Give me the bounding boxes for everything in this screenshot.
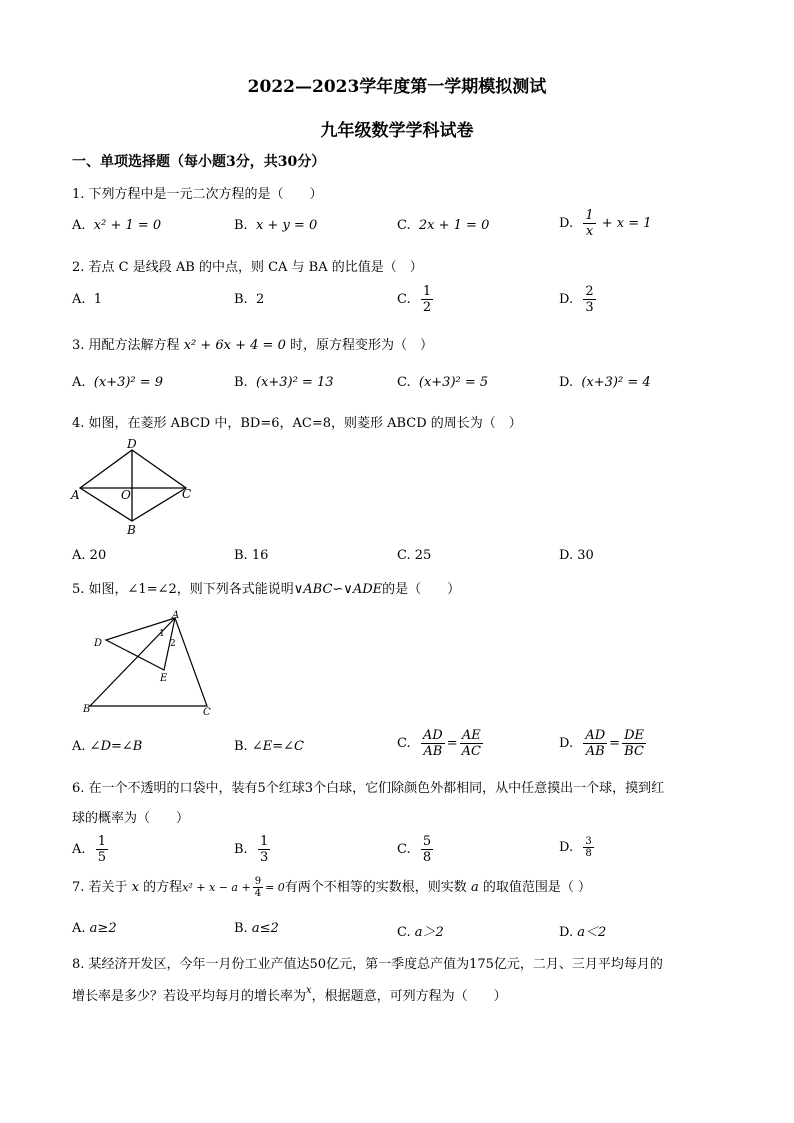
stem-text: 的方程 bbox=[143, 880, 183, 895]
option-expr: 2x + 1 = 0 bbox=[418, 218, 490, 233]
q4-option-d bbox=[559, 548, 594, 563]
option-label: C. bbox=[397, 218, 411, 233]
q1-option-a bbox=[72, 218, 161, 233]
label-b: B bbox=[83, 704, 91, 715]
fraction: $\frac{1}{2}$ bbox=[422, 284, 432, 315]
stem-equation: = 0 bbox=[265, 881, 285, 894]
option-label: A. bbox=[72, 739, 86, 754]
q7-option-a bbox=[72, 921, 117, 936]
fraction: $\frac{1}{3}$ bbox=[259, 834, 269, 865]
variable-x: x bbox=[131, 880, 140, 895]
label-a: A bbox=[71, 488, 80, 502]
option-expr: x² + 1 = 0 bbox=[93, 218, 162, 233]
option-label: B. bbox=[234, 739, 248, 754]
stem-text: 3. 用配方法解方程 bbox=[72, 338, 180, 353]
q4-option-b bbox=[234, 548, 268, 563]
option-expr: (x+3)² = 9 bbox=[93, 375, 164, 390]
option-label: A. bbox=[72, 218, 86, 233]
q7-option-c bbox=[397, 921, 444, 940]
stem-text: 时，原方程变形为（ ） bbox=[290, 338, 434, 353]
question-7-stem bbox=[72, 876, 591, 899]
q1-option-b bbox=[234, 218, 317, 233]
label-b: B bbox=[127, 523, 136, 537]
q7-option-d bbox=[559, 921, 606, 940]
option-label: C. bbox=[397, 375, 411, 390]
option-label: C. bbox=[397, 925, 411, 940]
angle-2-label: 2 bbox=[170, 639, 176, 649]
question-4-stem: 4. 如图，在菱形 ABCD 中，BD=6，AC=8，则菱形 ABCD 的周长为（ ） bbox=[72, 416, 522, 431]
variable-x: x bbox=[306, 985, 312, 996]
fraction: $\frac{2}{3}$ bbox=[585, 284, 594, 315]
question-1-stem: 1. 下列方程中是一元二次方程的是（ ） bbox=[72, 187, 323, 202]
option-label: B. bbox=[234, 842, 248, 857]
fraction: $\frac{1}{5}$ bbox=[97, 834, 107, 865]
q2-option-d bbox=[559, 284, 598, 315]
fraction: $\frac{AE}{AC}$ bbox=[461, 728, 481, 759]
label-c: C bbox=[182, 487, 192, 501]
q3-option-d bbox=[559, 375, 651, 390]
option-label: D. bbox=[559, 925, 574, 940]
triangle-ade bbox=[106, 618, 175, 670]
option-label: D. bbox=[559, 548, 574, 563]
fraction: $\frac{5}{8}$ bbox=[422, 834, 432, 865]
triangle-figure bbox=[80, 608, 220, 720]
q6-option-b bbox=[234, 834, 272, 865]
question-8-stem-line-2 bbox=[72, 985, 507, 1004]
section-heading: 一、单项选择题（每小题3分，共30分） bbox=[72, 154, 326, 170]
label-d: D bbox=[127, 437, 137, 451]
option-value: 20 bbox=[89, 548, 107, 563]
q5-option-b bbox=[234, 739, 304, 754]
question-5-stem bbox=[72, 578, 460, 597]
exam-subtitle: 九年级数学学科试卷 bbox=[320, 121, 474, 141]
option-label: B. bbox=[234, 292, 248, 307]
q6-option-d bbox=[559, 836, 596, 859]
option-label: C. bbox=[397, 842, 411, 857]
option-expr: x + y = 0 bbox=[255, 218, 318, 233]
option-label: D. bbox=[559, 292, 574, 307]
option-label: C. bbox=[397, 548, 411, 563]
option-expr: (x+3)² = 4 bbox=[581, 375, 651, 390]
stem-equation: x² + x − a + bbox=[182, 881, 251, 894]
label-d: D bbox=[94, 638, 103, 649]
stem-text: 5. 如图，∠1=∠2，则下列各式能说明 bbox=[72, 582, 294, 597]
stem-text: 的是（ ） bbox=[382, 582, 461, 597]
option-label: D. bbox=[559, 736, 574, 751]
option-value: 16 bbox=[251, 548, 269, 563]
option-label: C. bbox=[397, 736, 411, 751]
fraction: $\frac{AD}{AB}$ bbox=[422, 728, 443, 759]
fraction: $\frac{9}{4}$ bbox=[254, 876, 262, 899]
stem-text: 的取值范围是（ ） bbox=[482, 880, 591, 895]
q4-option-a bbox=[72, 548, 106, 563]
option-label: D. bbox=[559, 375, 574, 390]
q4-option-c bbox=[397, 548, 431, 563]
option-expr: + x = 1 bbox=[601, 216, 652, 231]
option-label: A. bbox=[72, 842, 86, 857]
question-6-stem-line-2: 球的概率为（ ） bbox=[72, 811, 190, 826]
stem-text: 7. 若关于 bbox=[72, 880, 128, 895]
q3-option-a bbox=[72, 375, 163, 390]
option-value: 25 bbox=[414, 548, 432, 563]
option-label: B. bbox=[234, 921, 248, 936]
q3-option-b bbox=[234, 375, 334, 390]
question-6-stem-line-1: 6. 在一个不透明的口袋中，装有5个红球3个白球，它们除颜色外都相同，从中任意摸出一个球，摸到红 bbox=[72, 781, 665, 796]
stem-text: 有两个不相等的实数根，则实数 bbox=[284, 880, 467, 895]
option-expr: a＞2 bbox=[414, 925, 444, 940]
variable-a: a bbox=[470, 880, 479, 895]
q3-option-c bbox=[397, 375, 488, 390]
option-label: D. bbox=[559, 840, 574, 855]
option-value: 2 bbox=[255, 292, 265, 307]
option-label: D. bbox=[559, 216, 574, 231]
option-expr: a≥2 bbox=[89, 921, 117, 936]
q5-option-d: D. $\frac{AD}{AB}$ = $\frac{DE}{BC}$ bbox=[559, 728, 644, 759]
q6-option-c bbox=[397, 834, 435, 865]
stem-similarity: ∨ABC∽∨ADE bbox=[293, 582, 383, 597]
option-expr: a≤2 bbox=[251, 921, 279, 936]
option-label: B. bbox=[234, 375, 248, 390]
stem-text: 增长率是多少？若设平均每月的增长率为 bbox=[72, 989, 307, 1004]
label-e: E bbox=[160, 673, 168, 684]
option-expr: ∠E=∠C bbox=[251, 739, 304, 754]
rhombus-outline bbox=[80, 450, 186, 521]
fraction: $\frac{3}{8}$ bbox=[585, 836, 592, 859]
q1-option-d bbox=[559, 208, 652, 239]
q5-option-c: C. $\frac{AD}{AB}$ = $\frac{AE}{AC}$ bbox=[397, 728, 481, 759]
option-label: B. bbox=[234, 218, 248, 233]
option-label: C. bbox=[397, 292, 411, 307]
fraction: $\frac{DE}{BC}$ bbox=[624, 728, 644, 759]
option-label: A. bbox=[72, 375, 86, 390]
option-value: 30 bbox=[577, 548, 594, 563]
rhombus-figure bbox=[68, 436, 200, 540]
q2-option-b bbox=[234, 292, 264, 307]
fraction: $\frac{1}{x}$ bbox=[585, 208, 594, 239]
option-expr: (x+3)² = 5 bbox=[418, 375, 489, 390]
q1-option-c bbox=[397, 218, 489, 233]
option-label: B. bbox=[234, 548, 248, 563]
option-label: A. bbox=[72, 292, 86, 307]
stem-text: ，根据题意，可列方程为（ ） bbox=[311, 989, 507, 1004]
question-2-stem: 2. 若点 C 是线段 AB 的中点，则 CA 与 BA 的比值是（ ） bbox=[72, 260, 423, 275]
option-value: 1 bbox=[93, 292, 103, 307]
option-expr: a＜2 bbox=[577, 925, 607, 940]
option-label: A. bbox=[72, 548, 86, 563]
question-8-stem-line-1: 8. 某经济开发区，今年一月份工业产值达50亿元，第一季度总产值为175亿元，二月、三月平均每月的 bbox=[72, 957, 663, 972]
label-o: O bbox=[121, 488, 131, 502]
label-c: C bbox=[203, 707, 211, 718]
q7-option-b bbox=[234, 921, 279, 936]
option-expr: (x+3)² = 13 bbox=[255, 375, 334, 390]
q2-option-c bbox=[397, 284, 435, 315]
stem-equation: x² + 6x + 4 = 0 bbox=[183, 338, 286, 353]
q6-option-a bbox=[72, 834, 110, 865]
q2-option-a bbox=[72, 292, 102, 307]
exam-title: 2022—2023学年度第一学期模拟测试 bbox=[247, 77, 547, 97]
label-a: A bbox=[172, 610, 180, 621]
angle-1-label: 1 bbox=[159, 629, 165, 639]
option-expr: ∠D=∠B bbox=[89, 739, 143, 754]
q5-option-a bbox=[72, 739, 142, 754]
fraction: $\frac{AD}{AB}$ bbox=[585, 728, 606, 759]
question-3-stem bbox=[72, 334, 433, 353]
option-label: A. bbox=[72, 921, 86, 936]
